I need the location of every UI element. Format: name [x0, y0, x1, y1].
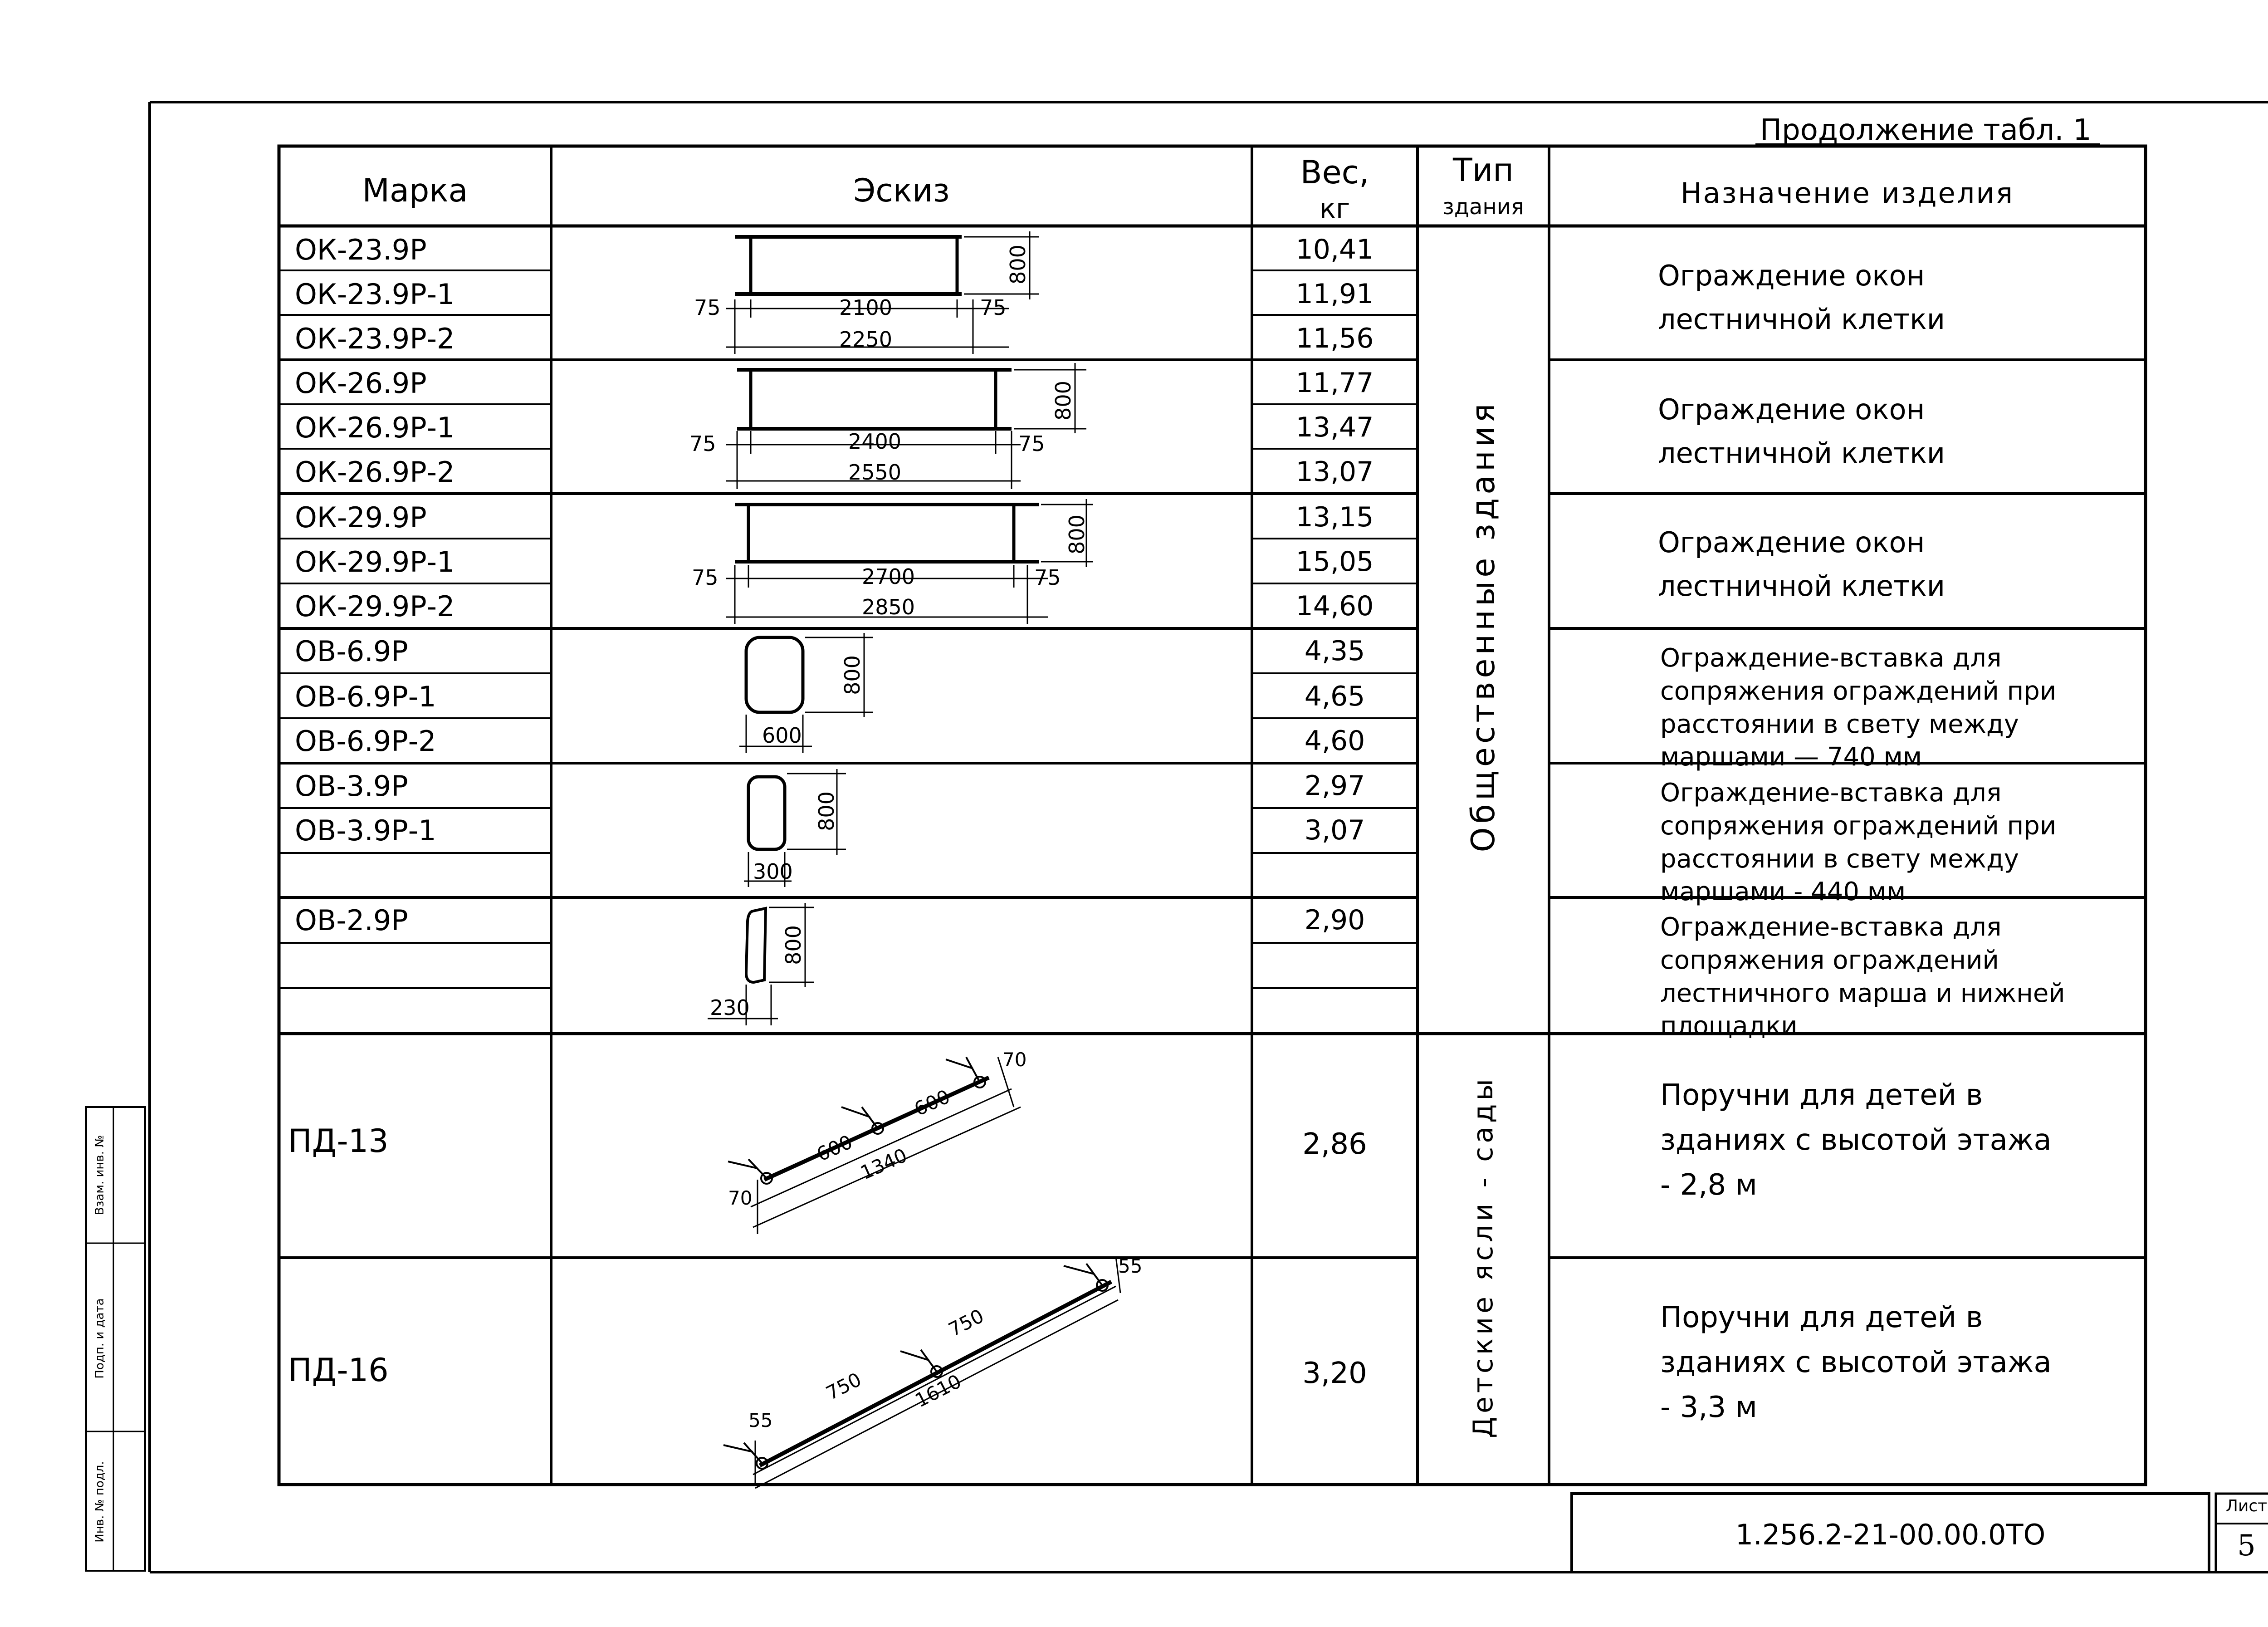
row-weight: 4,35	[1304, 635, 1365, 667]
row-weight: 14,60	[1295, 590, 1374, 622]
row-mark: ОВ-6.9Р	[295, 635, 408, 668]
dim-label: 800	[781, 925, 806, 965]
dim-label: 2850	[862, 595, 915, 619]
dim-label: 75	[1034, 565, 1061, 590]
dim-label: 75	[980, 295, 1007, 320]
margin-label-inv-original: Инв. № подл.	[93, 1461, 107, 1543]
sketch-pd-13	[728, 1057, 1021, 1234]
row-weight: 13,07	[1295, 456, 1374, 488]
dim-label: 800	[1051, 381, 1075, 421]
document-code: 1.256.2-21-00.00.0ТО	[1735, 1518, 2046, 1551]
dim-label: 300	[753, 859, 793, 884]
dim-label: 800	[1064, 515, 1089, 554]
column-header-weight: Вес,	[1300, 154, 1369, 191]
row-weight: 11,91	[1295, 278, 1374, 310]
sheet-label: Лист	[2225, 1497, 2268, 1515]
row-mark: ПД-13	[288, 1122, 389, 1160]
row-mark: ОК-29.9Р-2	[295, 590, 455, 623]
row-mark: ОВ-3.9Р	[295, 769, 408, 803]
row-weight: 11,77	[1295, 367, 1374, 399]
row-weight: 4,60	[1304, 725, 1365, 757]
dim-label: 2400	[848, 429, 902, 454]
dim-label: 1610	[911, 1370, 965, 1412]
building-type-kindergarten: Детские ясли - сады	[1467, 1075, 1499, 1438]
row-weight: 15,05	[1295, 546, 1374, 578]
row-mark: ОК-29.9Р	[295, 501, 427, 534]
dim-label: 75	[694, 295, 721, 320]
row-weight: 13,47	[1295, 412, 1374, 443]
column-header-purpose: Назначение изделия	[1680, 176, 2014, 210]
dim-label: 750	[945, 1304, 987, 1341]
row-mark: ОВ-6.9Р-2	[295, 725, 436, 758]
column-header-type: Тип	[1452, 152, 1514, 189]
sketch-ok-26-9	[726, 363, 1086, 489]
sketch-pd-16	[723, 1257, 1120, 1488]
purpose-text: Ограждение окон лестничной клетки	[1658, 393, 1945, 470]
dim-label: 800	[840, 655, 865, 695]
dim-label: 75	[692, 565, 719, 590]
row-weight: 3,07	[1304, 814, 1365, 846]
dim-label: 70	[728, 1187, 753, 1209]
row-mark: ОК-26.9Р-1	[295, 411, 455, 444]
margin-label-replace-inv: Взам. инв. №	[93, 1135, 107, 1215]
purpose-text: Ограждение-вставка для сопряжения ограждений при расстоянии в свету между маршами — 740 мм	[1660, 643, 2057, 772]
sheet-number: 5	[2237, 1529, 2256, 1563]
dim-label: 750	[822, 1368, 865, 1405]
dim-label: 600	[911, 1085, 953, 1121]
purpose-text: Ограждение-вставка для сопряжения ограждений лестничного марша и нижней площадки	[1660, 912, 2065, 1041]
table-caption: Продолжение табл. 1	[1760, 113, 2092, 147]
building-type-public: Общественные здания	[1465, 400, 1502, 853]
purpose-text: Поручни для детей в зданиях с высотой этажа - 2,8 м	[1660, 1078, 2052, 1202]
row-mark: ОК-26.9Р	[295, 367, 427, 400]
column-header-sketch: Эскиз	[853, 172, 950, 209]
row-mark: ОВ-6.9Р-1	[295, 680, 436, 713]
row-mark: ОК-23.9Р-2	[295, 322, 455, 355]
dim-label: 1340	[857, 1144, 911, 1184]
dim-label: 600	[813, 1130, 856, 1166]
purpose-text: Поручни для детей в зданиях с высотой этажа - 3,3 м	[1660, 1301, 2052, 1425]
dim-label: 2100	[839, 295, 893, 320]
column-header-weight-unit: кг	[1319, 193, 1350, 225]
row-mark: ОК-23.9Р-1	[295, 278, 455, 311]
row-mark: ОВ-2.9Р	[295, 904, 408, 937]
purpose-text: Ограждение окон лестничной клетки	[1658, 526, 1945, 603]
row-mark: ОВ-3.9Р-1	[295, 814, 436, 847]
column-header-type-building: здания	[1442, 194, 1524, 220]
dim-label: 55	[1118, 1255, 1143, 1277]
dim-label: 70	[1002, 1049, 1027, 1071]
dim-label: 55	[748, 1409, 773, 1431]
row-weight: 3,20	[1302, 1357, 1367, 1390]
purpose-text: Ограждение окон лестничной клетки	[1658, 259, 1945, 336]
row-weight: 10,41	[1295, 234, 1374, 265]
column-header-mark: Марка	[362, 172, 468, 209]
row-weight: 2,86	[1302, 1127, 1367, 1161]
dim-label: 2700	[862, 564, 915, 589]
dim-label: 2250	[839, 327, 893, 352]
row-weight: 4,65	[1304, 681, 1365, 712]
row-weight: 2,97	[1304, 770, 1365, 802]
row-weight: 11,56	[1295, 323, 1374, 354]
row-weight: 2,90	[1304, 904, 1365, 936]
dim-label: 600	[762, 723, 802, 748]
dim-label: 2550	[848, 460, 902, 485]
purpose-text: Ограждение-вставка для сопряжения ограждений при расстоянии в свету между маршами - 440 мм	[1660, 778, 2057, 907]
dim-label: 75	[689, 431, 716, 456]
dim-label: 800	[1005, 245, 1030, 284]
dim-label: 75	[1018, 431, 1045, 456]
row-weight: 13,15	[1295, 501, 1374, 533]
dim-label: 800	[814, 791, 839, 831]
row-mark: ОК-26.9Р-2	[295, 456, 455, 489]
row-mark: ПД-16	[288, 1352, 389, 1389]
row-mark: ОК-29.9Р-1	[295, 545, 455, 578]
row-mark: ОК-23.9Р	[295, 233, 427, 266]
dim-label: 230	[710, 995, 750, 1020]
margin-label-signature-date: Подп. и дата	[93, 1298, 107, 1379]
